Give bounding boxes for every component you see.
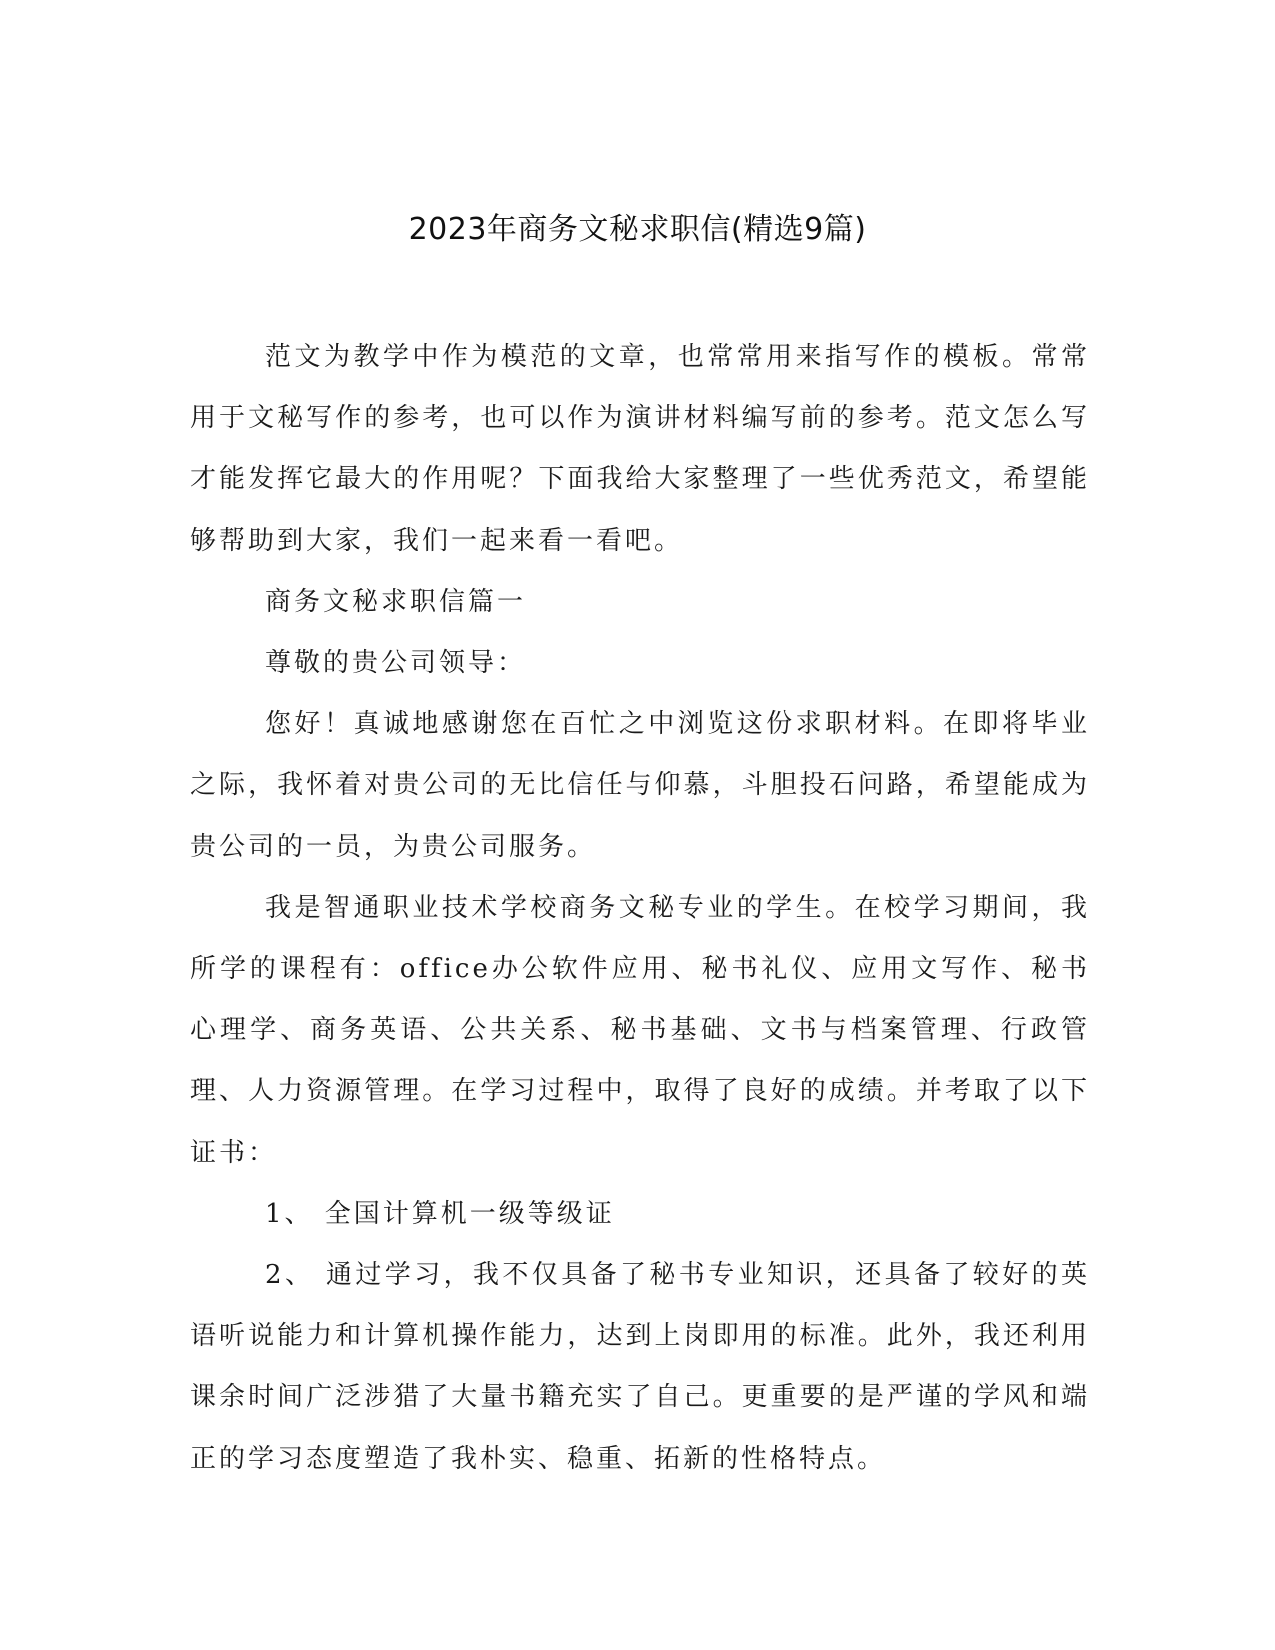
document-body: [190, 327, 1090, 1490]
certificate-item-1: 1、 全国计算机一级等级证: [265, 1198, 615, 1229]
education-paragraph: 我是智通职业技术学校商务文秘专业的学生。在校学习期间，我所学的课程有：office办公软件应用、秘书礼仪、应用文写作、秘书心理学、商务英语、公共关系、秘书基础、文书与档案管理、行政管理、人力资源管理。在学习过程中，取得了良好的成绩。并考取了以下证书：: [190, 892, 1090, 1168]
section-heading: 商务文秘求职信篇一: [265, 586, 527, 617]
greeting-paragraph: 您好！真诚地感谢您在百忙之中浏览这份求职材料。在即将毕业之际，我怀着对贵公司的无比信任与仰慕，斗胆投石问路，希望能成为贵公司的一员，为贵公司服务。: [190, 709, 1090, 862]
document-title: 2023年商务文秘求职信(精选9篇): [408, 212, 867, 247]
certificate-item-2: 2、 通过学习，我不仅具备了秘书专业知识，还具备了较好的英语听说能力和计算机操作能力，达到上岗即用的标准。此外，我还利用课余时间广泛涉猎了大量书籍充实了自己。更重要的是严谨的学风和端正的学习态度塑造了我朴实、稳重、拓新的性格特点。: [190, 1260, 1090, 1474]
intro-paragraph: 范文为教学中作为模范的文章，也常常用来指写作的模板。常常用于文秘写作的参考，也可以作为演讲材料编写前的参考。范文怎么写才能发挥它最大的作用呢？下面我给大家整理了一些优秀范文，希望能够帮助到大家，我们一起来看一看吧。: [190, 342, 1090, 556]
salutation: 尊敬的贵公司领导：: [265, 648, 527, 679]
